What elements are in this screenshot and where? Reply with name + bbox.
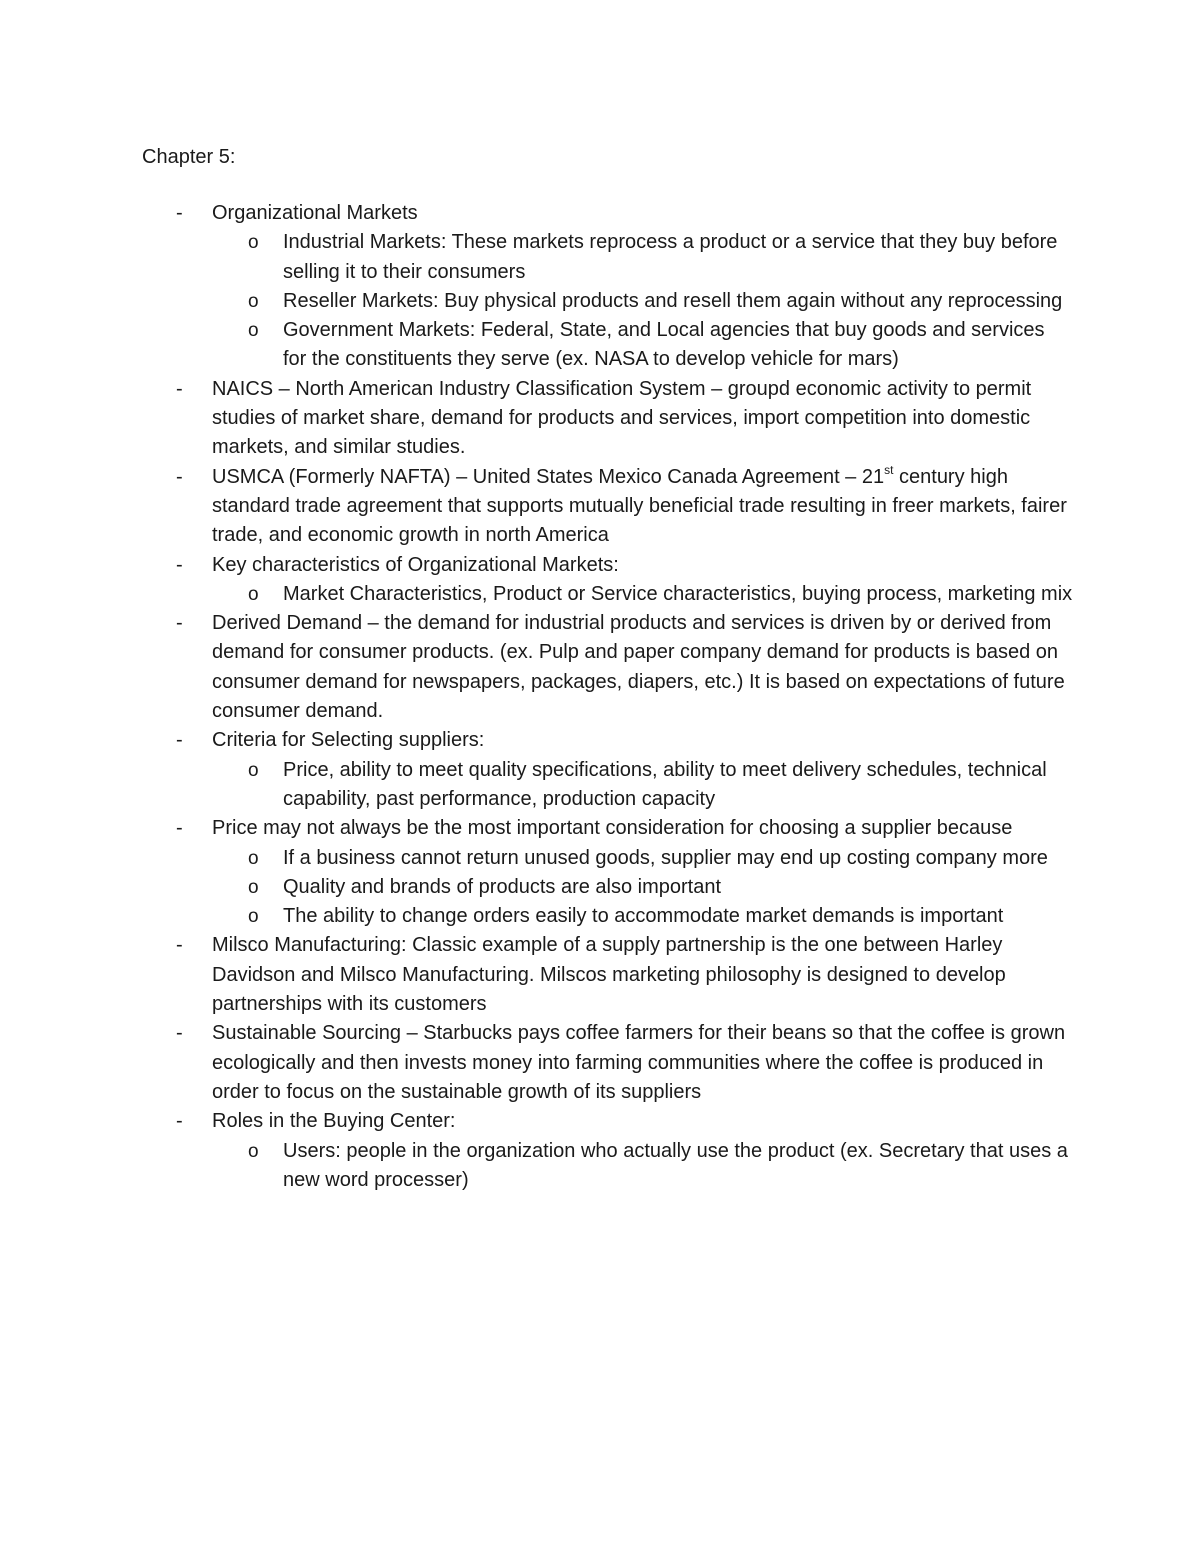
circle-bullet: o: [248, 847, 259, 869]
list-item-text: Milsco Manufacturing: Classic example of a supply partnership is the one between Harley Davidson and Milsco Manufacturing. Milscos marketing philosophy is designed to develop partnerships with its customers: [212, 934, 1006, 1016]
list-item-content: [176, 462, 1072, 551]
list-item-text: Derived Demand – the demand for industrial products and services is driven by or derived from demand for consumer products. (ex. Pulp and paper company demand for products is based on consumer demand for newspapers, packages, diapers, etc.) It is based on expectations of future consumer demand.: [212, 612, 1065, 723]
circle-bullet: o: [248, 290, 259, 312]
dash-bullet: -: [176, 729, 183, 752]
list-item-content: [176, 609, 1072, 726]
circle-bullet: o: [248, 320, 259, 342]
sub-list-item: [248, 873, 1073, 902]
list-item-content: [176, 726, 1072, 755]
ordinal-superscript: st: [884, 462, 894, 477]
sub-list-item-text: Price, ability to meet quality specifications, ability to meet delivery schedules, technical capability, past performance, production capacity: [283, 758, 1047, 810]
list-item: [0, 551, 1200, 610]
list-item-content: [176, 551, 1072, 580]
sub-list-item-text: The ability to change orders easily to accommodate market demands is important: [283, 905, 1004, 928]
list-item-text: NAICS – North American Industry Classification System – groupd economic activity to permit studies of market share, demand for products and services, import competition into domestic markets, and similar studies.: [212, 377, 1032, 459]
list-item-content: [176, 375, 1072, 463]
sub-list-item: [248, 228, 1073, 287]
list-item-content: [176, 1019, 1072, 1107]
circle-bullet: o: [248, 876, 259, 898]
list-item-text-start: USMCA (Formerly NAFTA) – United States Mexico Canada Agreement – 21: [212, 465, 885, 488]
page-title: Chapter 5:: [142, 146, 236, 168]
list-item-text: Criteria for Selecting suppliers:: [212, 729, 485, 752]
sub-list-item: [248, 580, 1073, 609]
sub-list-item: [248, 902, 1073, 931]
sub-list-item: [248, 756, 1073, 815]
list-item: [0, 1019, 1200, 1107]
dash-bullet: -: [176, 465, 183, 488]
list-item: [0, 463, 1200, 551]
sub-list-item-text: Quality and brands of products are also important: [283, 875, 722, 898]
sub-list-item: [248, 1137, 1073, 1196]
dash-bullet: -: [176, 612, 183, 635]
dash-bullet: -: [176, 1022, 183, 1045]
sub-list-item-text: Industrial Markets: These markets reprocess a product or a service that they buy before selling it to their consumers: [283, 231, 1058, 283]
dash-bullet: -: [176, 553, 183, 576]
circle-bullet: o: [248, 232, 259, 254]
dash-bullet: -: [176, 202, 183, 224]
list-item: [0, 726, 1200, 814]
list-item-text: Sustainable Sourcing – Starbucks pays coffee farmers for their beans so that the coffee is grown ecologically and then invests money into farming communities where the coffee is produced in order to focus on the sustainable growth of its suppliers: [212, 1022, 1066, 1103]
circle-bullet: o: [248, 583, 259, 605]
list-item-text: Roles in the Buying Center:: [212, 1110, 456, 1133]
sub-list-item-text: Government Markets: Federal, State, and Local agencies that buy goods and services for the constituents they serve (ex. NASA to develop vehicle for mars): [283, 319, 1045, 371]
list-item: [0, 375, 1200, 463]
list-item: [0, 931, 1200, 1019]
list-item: [0, 199, 1200, 375]
list-item: [0, 814, 1200, 931]
dash-bullet: -: [176, 1110, 183, 1133]
list-item-text: Price may not always be the most important consideration for choosing a supplier because: [212, 817, 1013, 840]
circle-bullet: o: [248, 1140, 259, 1162]
sub-list: [0, 580, 1200, 609]
sub-list-item: [248, 844, 1073, 873]
circle-bullet: o: [248, 759, 259, 781]
list-item-text: Key characteristics of Organizational Markets:: [212, 553, 619, 576]
sub-list-item-text: Market Characteristics, Product or Service characteristics, buying process, marketing mix: [283, 582, 1073, 605]
sub-list-item-text: If a business cannot return unused goods, supplier may end up costing company more: [283, 846, 1048, 869]
sub-list-item: [248, 316, 1073, 375]
notes-list: [0, 199, 1200, 1195]
list-item-content: [176, 814, 1072, 843]
dash-bullet: -: [176, 377, 183, 400]
dash-bullet: -: [176, 934, 183, 957]
sub-list-item-text: Users: people in the organization who actually use the product (ex. Secretary that uses a new word processer): [283, 1139, 1068, 1191]
sub-list: [0, 844, 1200, 932]
sub-list-item: [248, 287, 1073, 316]
sub-list-item-text: Reseller Markets: Buy physical products and resell them again without any reprocessing: [283, 289, 1063, 312]
sub-list: [0, 1137, 1200, 1196]
circle-bullet: o: [248, 906, 259, 928]
list-item-content: [176, 199, 1072, 228]
list-item-content: [176, 931, 1072, 1019]
list-item: [0, 609, 1200, 726]
dash-bullet: -: [176, 817, 183, 840]
sub-list: [0, 228, 1200, 374]
sub-list: [0, 756, 1200, 815]
list-item-text-end: century high standard trade agreement that supports mutually beneficial trade resulting in freer markets, fairer trade, and economic growth in north America: [212, 465, 1067, 547]
list-item-text: Organizational Markets: [212, 202, 418, 224]
list-item-content: [176, 1107, 1072, 1136]
list-item: [0, 1107, 1200, 1195]
